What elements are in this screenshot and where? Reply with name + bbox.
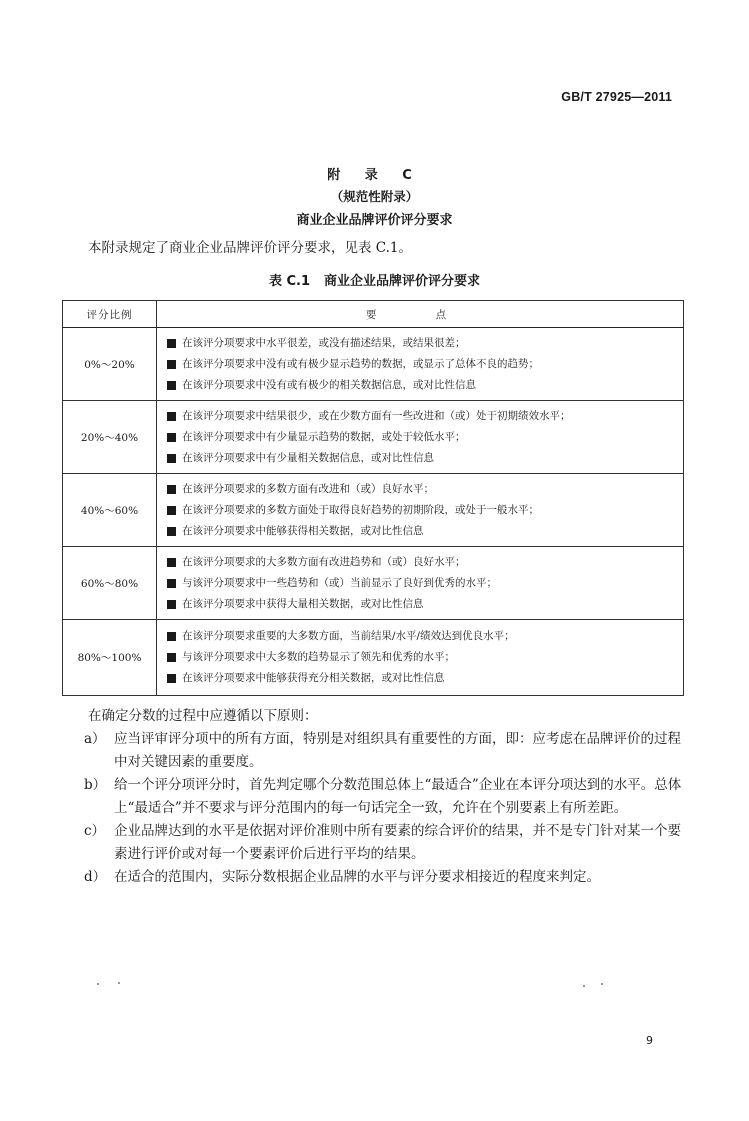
principle-label: d） — [84, 869, 107, 885]
key-point-text: 在该评分项要求重要的大多数方面，当前结果/水平/绩效达到优良水平； — [182, 630, 515, 642]
principles-section — [84, 705, 688, 889]
appendix-label: 附 录 C — [327, 168, 422, 183]
square-bullet-icon — [167, 339, 176, 348]
square-bullet-icon — [167, 433, 176, 442]
score-range-cell: 40%～60% — [63, 474, 157, 547]
square-bullet-icon — [167, 527, 176, 536]
principle-text: 给一个评分项评分时，首先判定哪个分数范围总体上“最适合”企业在本评分项达到的水平。总体上“最适合”并不要求与评分范围内的每一句话完全一致，允许在个别要素上有所差距。 — [114, 777, 682, 816]
square-bullet-icon — [167, 558, 176, 567]
key-point-text: 在该评分项要求中没有或有极少显示趋势的数据，或显示了总体不良的趋势； — [182, 357, 539, 370]
intro-paragraph: 本附录规定了商业企业品牌评价评分要求，见表 C.1。 — [88, 240, 413, 256]
square-bullet-icon — [167, 454, 176, 463]
appendix-type: （规范性附录） — [330, 189, 419, 204]
key-point-text: 在该评分项要求中结果很少，或在少数方面有一些改进和（或）处于初期绩效水平； — [182, 409, 571, 422]
key-points-cell — [157, 328, 684, 401]
square-bullet-icon — [167, 600, 176, 609]
key-point-item — [167, 406, 683, 427]
key-point-text: 在该评分项要求中有少量显示趋势的数据，或处于较低水平； — [182, 430, 466, 443]
square-bullet-icon — [167, 632, 176, 641]
principle-label: c） — [84, 823, 106, 839]
square-bullet-icon — [167, 506, 176, 515]
key-point-text: 在该评分项要求的多数方面有改进和（或）良好水平； — [182, 482, 434, 495]
square-bullet-icon — [167, 381, 176, 390]
key-point-item — [167, 668, 683, 689]
key-point-text: 与该评分项要求中一些趋势和（或）当前显示了良好到优秀的水平； — [182, 576, 497, 589]
key-point-text: 在该评分项要求中获得大量相关数据，或对比性信息 — [182, 597, 424, 610]
key-point-text: 在该评分项要求中有少量相关数据信息，或对比性信息 — [182, 451, 434, 464]
key-point-item — [167, 448, 683, 469]
principle-item — [84, 728, 688, 774]
column-header-key-points: 要 点 — [157, 301, 684, 328]
square-bullet-icon — [167, 579, 176, 588]
square-bullet-icon — [167, 674, 176, 683]
key-point-text: 在该评分项要求中水平很差，或没有描述结果，或结果很差； — [182, 336, 466, 349]
square-bullet-icon — [167, 360, 176, 369]
table-row — [63, 401, 684, 474]
key-point-item — [167, 354, 683, 375]
score-range-cell: 20%～40% — [63, 401, 157, 474]
key-points-cell — [157, 547, 684, 620]
square-bullet-icon — [167, 653, 176, 662]
scan-speck — [118, 982, 120, 984]
principle-text: 应当评审评分项中的所有方面，特别是对组织具有重要性的方面，即：应考虑在品牌评价的过程中对关键因素的重要度。 — [114, 731, 681, 770]
score-range-cell: 60%～80% — [63, 547, 157, 620]
key-point-item — [167, 333, 683, 354]
key-point-text: 在该评分项要求的多数方面处于取得良好趋势的初期阶段，或处于一般水平； — [182, 503, 539, 516]
table-row — [63, 620, 684, 696]
scoring-table — [62, 300, 684, 696]
principle-item — [84, 866, 688, 889]
key-point-item — [167, 479, 683, 500]
principle-item — [84, 774, 688, 820]
key-point-item — [167, 647, 683, 668]
key-points-cell — [157, 474, 684, 547]
principle-text: 企业品牌达到的水平是依据对评价准则中所有要素的综合评价的结果，并不是专门针对某一个要素进行评价或对每一个要素评价后进行平均的结果。 — [114, 823, 681, 862]
key-point-item — [167, 626, 683, 647]
scan-speck — [97, 983, 99, 985]
key-point-item — [167, 521, 683, 542]
standard-code: GB/T 27925—2011 — [561, 90, 672, 104]
key-point-text: 在该评分项要求中能够获得相关数据，或对比性信息 — [182, 524, 424, 537]
appendix-title: 商业企业品牌评价评分要求 — [296, 213, 453, 228]
principles-lead: 在确定分数的过程中应遵循以下原则： — [88, 708, 318, 724]
key-point-text: 在该评分项要求的大多数方面有改进趋势和（或）良好水平； — [182, 555, 466, 568]
key-point-item — [167, 375, 683, 396]
table-caption — [0, 270, 749, 289]
square-bullet-icon — [167, 412, 176, 421]
page-number: 9 — [646, 1034, 653, 1047]
column-header-score-ratio: 评分比例 — [63, 301, 157, 328]
table-row — [63, 474, 684, 547]
key-point-item — [167, 573, 683, 594]
key-point-text: 在该评分项要求中能够获得充分相关数据，或对比性信息 — [182, 672, 445, 684]
score-range-cell: 80%～100% — [63, 620, 157, 696]
scan-speck — [583, 985, 585, 987]
scan-speck — [601, 983, 603, 985]
key-points-cell — [157, 620, 684, 696]
key-point-item — [167, 427, 683, 448]
principle-label: b） — [84, 777, 107, 793]
principle-item — [84, 820, 688, 866]
table-caption-number: 表 C.1 — [268, 274, 311, 289]
score-range-cell: 0%～20% — [63, 328, 157, 401]
principle-label: a） — [84, 731, 106, 747]
key-point-item — [167, 500, 683, 521]
square-bullet-icon — [167, 485, 176, 494]
table-caption-title: 商业企业品牌评价评分要求 — [324, 274, 481, 289]
principle-text: 在适合的范围内，实际分数根据企业品牌的水平与评分要求相接近的程度来判定。 — [114, 869, 600, 885]
key-point-item — [167, 594, 683, 615]
key-point-item — [167, 552, 683, 573]
key-points-cell — [157, 401, 684, 474]
key-point-text: 在该评分项要求中没有或有极少的相关数据信息，或对比性信息 — [182, 378, 476, 391]
key-point-text: 与该评分项要求中大多数的趋势显示了领先和优秀的水平； — [182, 651, 455, 663]
table-header-row — [63, 301, 684, 328]
table-row — [63, 547, 684, 620]
table-row — [63, 328, 684, 401]
